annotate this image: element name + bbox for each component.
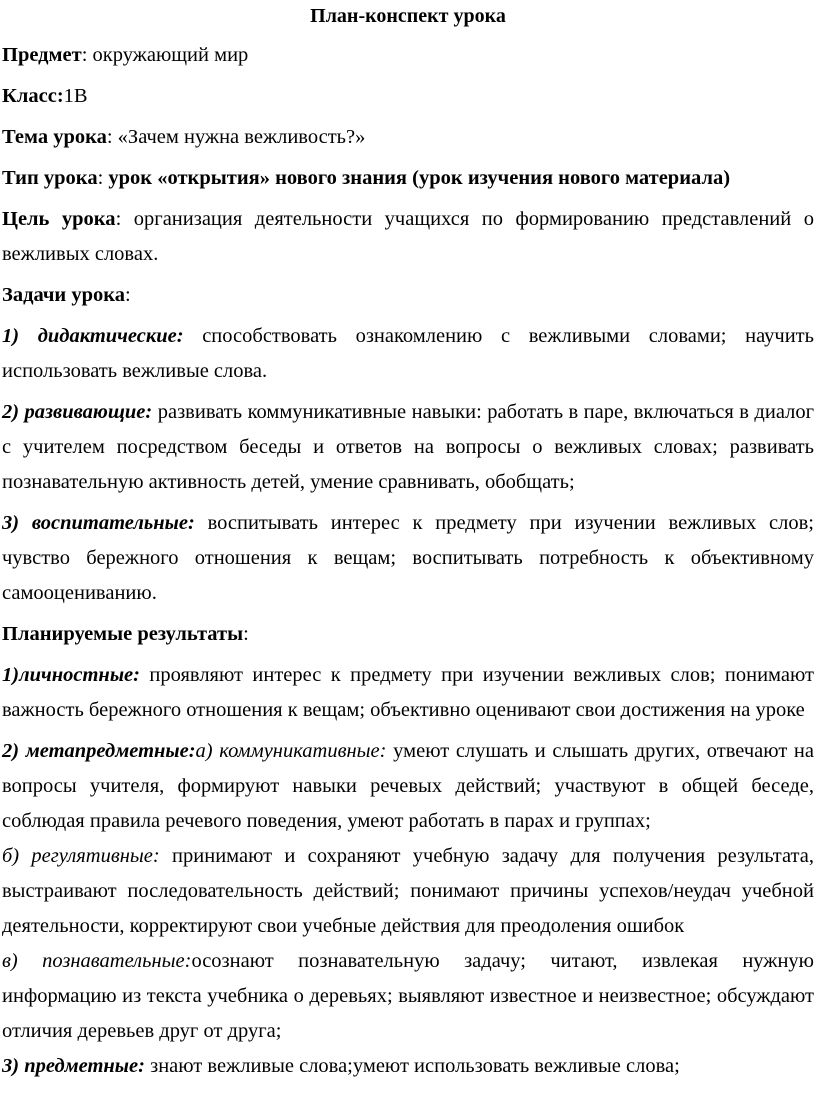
tasks-heading bbox=[2, 278, 814, 313]
grade-value: 1В bbox=[63, 85, 88, 107]
task-developing bbox=[2, 395, 814, 500]
result-personal-label: 1)личностные: bbox=[2, 664, 140, 686]
page-title: План-конспект урока bbox=[310, 5, 506, 27]
task-didactic bbox=[2, 319, 814, 389]
goal-value: организация деятельности учащихся по формированию представлений о вежливых словах. bbox=[2, 208, 815, 265]
result-personal bbox=[2, 658, 814, 728]
grade-line bbox=[2, 79, 814, 114]
result-meta-regulatory bbox=[2, 839, 814, 944]
result-cognitive-text: осознают познавательную задачу; читают, извлекая нужную информацию из текста учебника о деревьях; выявляют известное и неизвестное; обсуждают отличия деревьев друг от друга; bbox=[2, 950, 814, 1042]
topic-line bbox=[2, 120, 814, 155]
subject-label: Предмет bbox=[2, 44, 82, 66]
results-heading-sep: : bbox=[243, 623, 249, 645]
subject-line bbox=[2, 38, 814, 73]
lesson-type-label: Тип урока bbox=[2, 167, 98, 189]
results-heading-label: Планируемые результаты bbox=[2, 623, 244, 645]
result-regulatory-label: б) регулятивные: bbox=[2, 845, 160, 867]
result-personal-text: проявляют интерес к предмету при изучении вежливых слов; понимают важность бережного отношения к вещам; объективно оценивают свои достижения на уроке bbox=[2, 664, 814, 721]
lesson-type-line bbox=[2, 161, 814, 196]
goal-sep: : bbox=[115, 208, 134, 230]
tasks-heading-label: Задачи урока bbox=[2, 284, 126, 306]
task-didactic-label: 1) дидактические: bbox=[2, 325, 184, 347]
task-educational-label: 3) воспитательные: bbox=[2, 512, 195, 534]
subject-sep: : bbox=[81, 44, 93, 66]
task-developing-text: развивать коммуникативные навыки: работать в паре, включаться в диалог с учителем посредством беседы и ответов на вопросы о вежливых словах; развивать познавательную активность детей, умение сравнивать, обобщать; bbox=[2, 401, 814, 493]
result-subject-text: знают вежливые слова;умеют использовать вежливые слова; bbox=[144, 1055, 680, 1077]
lesson-type-value: урок «открытия» нового знания (урок изучения нового материала) bbox=[108, 167, 731, 189]
result-meta-communicative bbox=[2, 734, 814, 839]
topic-sep: : bbox=[106, 126, 118, 148]
result-subject-label: 3) предметные: bbox=[2, 1055, 145, 1077]
tasks-heading-sep: : bbox=[125, 284, 131, 306]
task-developing-label: 2) развивающие: bbox=[2, 401, 153, 423]
task-didactic-text: способствовать ознакомлению с вежливыми словами; научить использовать вежливые слова. bbox=[2, 325, 814, 382]
grade-label: Класс: bbox=[2, 85, 64, 107]
goal-paragraph bbox=[2, 202, 814, 272]
result-subject bbox=[2, 1049, 814, 1084]
result-meta-label: 2) метапредметные: bbox=[2, 740, 196, 762]
results-heading bbox=[2, 617, 814, 652]
result-communicative-text: умеют слушать и слышать других, отвечают на вопросы учителя, формируют навыки речевых действий; участвуют в общей беседе, соблюдая правила речевого поведения, умеют работать в парах и группах; bbox=[2, 740, 814, 832]
result-cognitive-label: в) познавательные: bbox=[2, 950, 192, 972]
goal-label: Цель урока bbox=[2, 208, 116, 230]
result-regulatory-text: принимают и сохраняют учебную задачу для получения результата, выстраивают последовательность действий; понимают причины успехов/неудач учебной деятельности, корректируют свои учебные действия для преодоления ошибок bbox=[2, 845, 814, 937]
subject-value: окружающий мир bbox=[92, 44, 249, 66]
result-meta-cognitive bbox=[2, 944, 814, 1049]
result-communicative-label: а) коммуникативные: bbox=[195, 740, 387, 762]
topic-label: Тема урока bbox=[2, 126, 107, 148]
lesson-type-sep: : bbox=[97, 167, 109, 189]
topic-value: «Зачем нужна вежливость?» bbox=[117, 126, 366, 148]
task-educational-text: воспитывать интерес к предмету при изучении вежливых слов; чувство бережного отношения к вещам; воспитывать потребность к объективному самооцениванию. bbox=[2, 512, 814, 604]
task-educational bbox=[2, 506, 814, 611]
